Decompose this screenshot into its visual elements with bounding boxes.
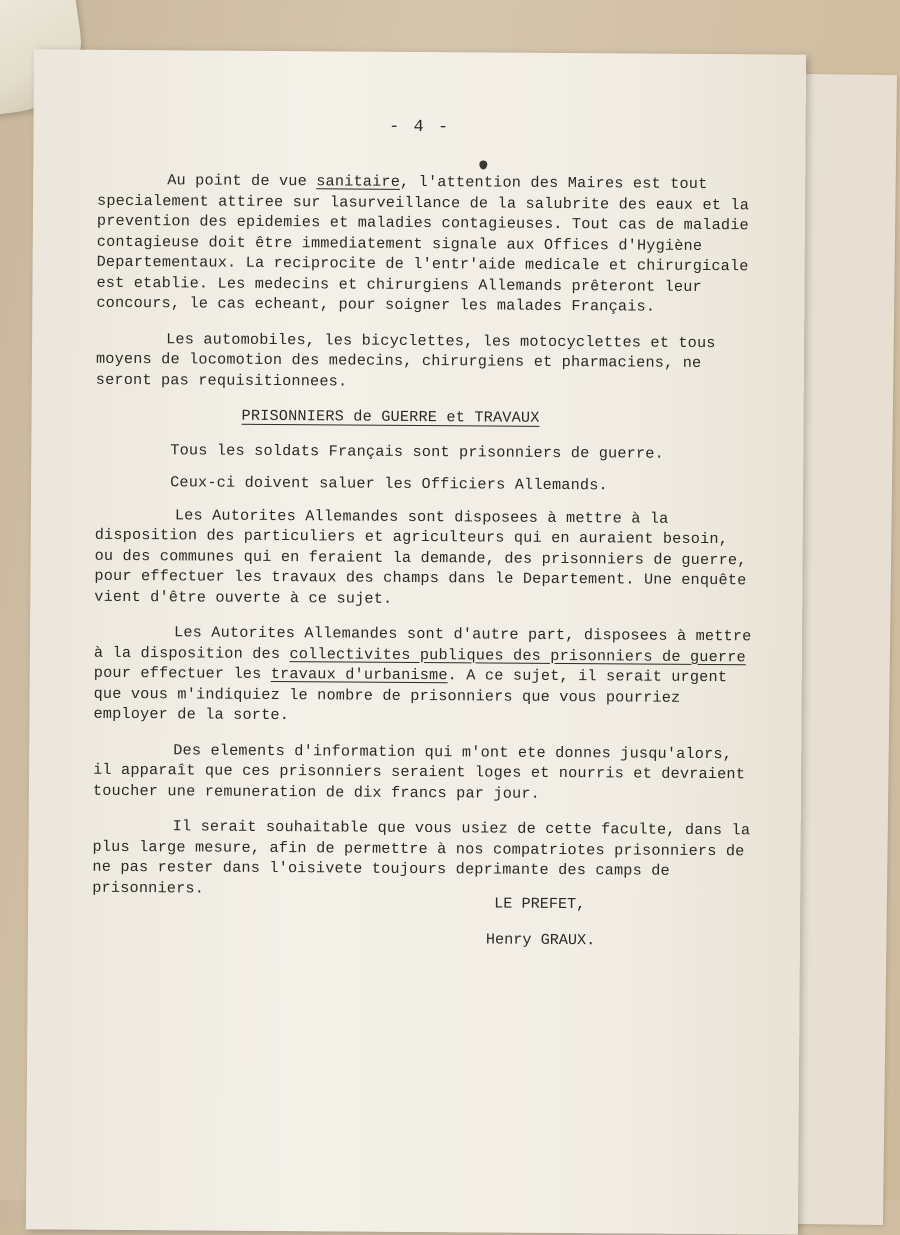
paragraph-sanitary xyxy=(96,170,757,318)
paragraph-vehicles: Les automobiles, les bicyclettes, les motocyclettes et tous moyens de locomotion des medecins, chirurgiens et pharmaciens, ne seront pas requisitionnees. xyxy=(95,329,716,391)
ink-mark xyxy=(479,160,487,169)
paragraph-text: Les Autorites Allemandes sont d'autre part, disposees à mettre à la disposition des xyxy=(93,623,752,663)
paragraph-text: Au point de vue xyxy=(167,171,317,191)
paragraph-faculty: Il serait souhaitable que vous usiez de cette faculte, dans la plus large mesure, afin de permettre à nos compatriotes prisonniers de ne pas rester dans l'oisivete toujours deprimante des camps de prisonniers. xyxy=(92,817,751,898)
paragraph-remuneration: Des elements d'information qui m'ont ete donnes jusqu'alors, il apparaît que ces prisonniers seraient loges et nourris et devraient toucher une remuneration de dix francs par jour. xyxy=(92,740,746,803)
underlined-phrase-urbanisme: travaux d'urbanisme xyxy=(270,664,448,685)
paragraph-urbanism xyxy=(93,622,754,729)
paragraph-text: , l'attention des Maires est tout specialement attiree sur lasurveillance de la salubrite des eaux et la prevention des epidemies et maladies contagieuses. Tout cas de maladie contagieuse doit être immediatement signale aux Offices d'Hygiène Departementaux. La reciprocite de l'entr'aide medicale et chirurgicale est etablie. Les medecins et chirurgiens Allemands prêteront leur concours, le cas echeant, pour soigner les malades Français. xyxy=(96,172,750,316)
underlined-term-sanitaire: sanitaire xyxy=(316,172,401,191)
document-body xyxy=(92,170,757,918)
paragraph-text: . A ce sujet, il serait urgent que vous m'indiquiez le nombre de prisonniers que vous pourriez employer de la sorte. xyxy=(93,666,728,725)
paragraph-agriculture: Les Autorites Allemandes sont disposees à mettre à la disposition des particuliers et agriculteurs qui en auraient besoin, ou des communes qui en feraient la demande, des prisonniers de guerre, pour effectuer les travaux des champs dans le Departement. Une enquête vient d'être ouverte à ce sujet. xyxy=(94,505,747,608)
paragraph-salute: Ceux-ci doivent saluer les Officiers Allemands. xyxy=(170,473,608,495)
typed-document-page xyxy=(26,49,806,1234)
paragraph-prisoners: Tous les soldats Français sont prisonniers de guerre. xyxy=(170,440,665,463)
signature-title: LE PREFET, xyxy=(494,894,586,914)
signature-name: Henry GRAUX. xyxy=(485,930,596,950)
paragraph-text: pour effectuer les xyxy=(93,663,271,683)
underlined-phrase-collectivites: collectivites publiques des prisonniers de guerre xyxy=(289,644,746,666)
section-heading: PRISONNIERS de GUERRE et TRAVAUX xyxy=(241,406,540,427)
page-number: - 4 - xyxy=(389,117,451,138)
